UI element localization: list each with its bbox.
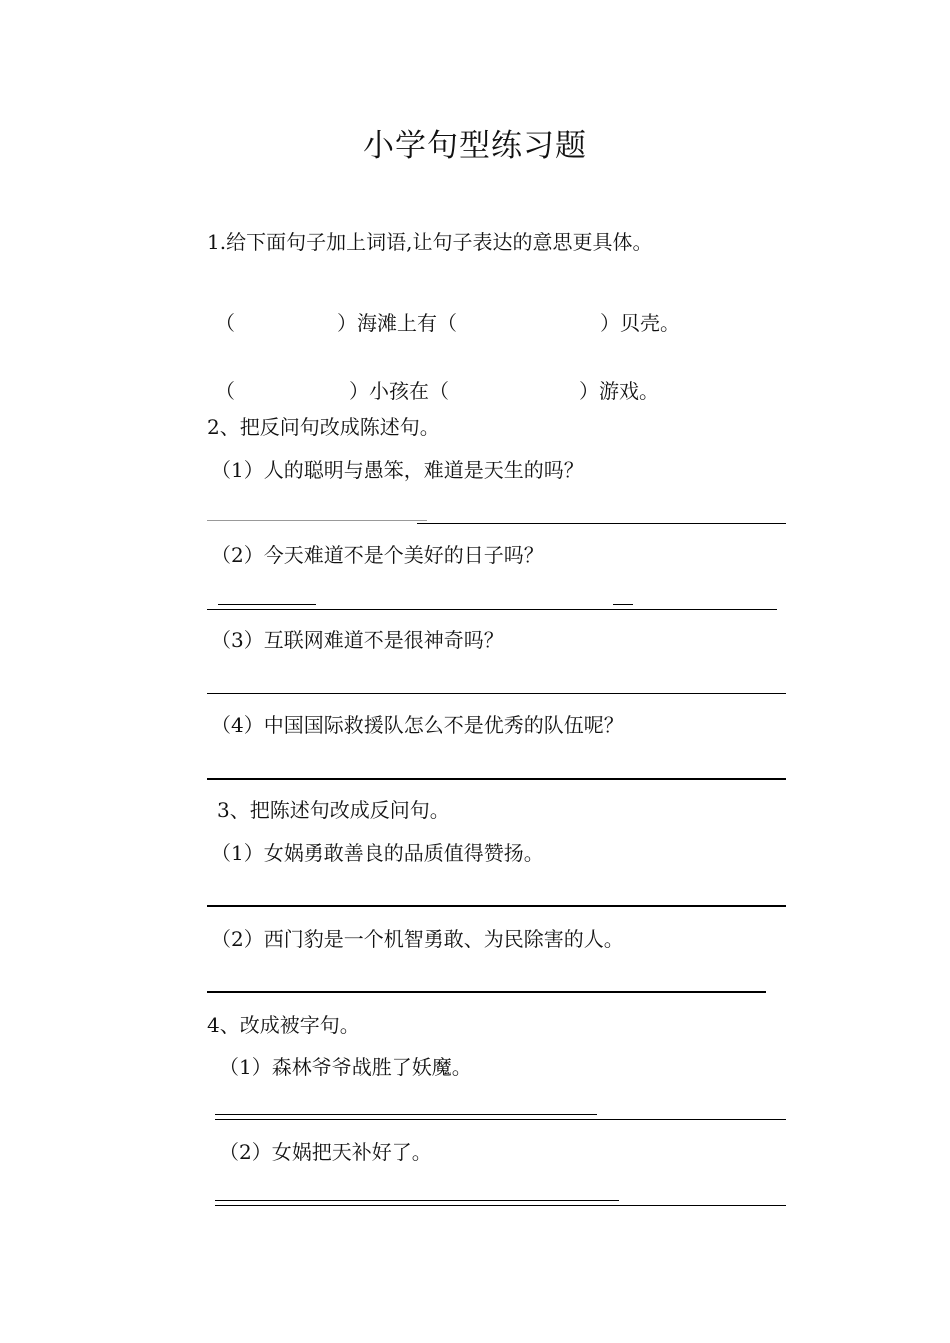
q4-item-1: （1）森林爷爷战胜了妖魔。 xyxy=(219,1055,472,1079)
q1-fill-row-1 xyxy=(207,309,767,337)
q1-row2-middle: ）小孩在（ xyxy=(349,379,449,403)
q3-heading: 3、把陈述句改成反问句。 xyxy=(217,798,450,822)
q1-row1-open-paren: （ xyxy=(215,311,235,335)
q2-answer-line-1a xyxy=(207,520,427,521)
q1-row2-open-paren: （ xyxy=(215,379,235,403)
q4-item-2: （2）女娲把天补好了。 xyxy=(219,1140,432,1164)
q2-answer-line-2a xyxy=(218,604,316,605)
q2-heading: 2、把反问句改成陈述句。 xyxy=(207,415,440,439)
q3-item-2: （2）西门豹是一个机智勇敢、为民除害的人。 xyxy=(211,927,624,951)
q3-answer-line-2 xyxy=(207,991,766,993)
q2-answer-line-3 xyxy=(207,693,786,694)
q2-answer-line-4 xyxy=(207,778,786,780)
page-title: 小学句型练习题 xyxy=(363,128,587,164)
q2-item-3: （3）互联网难道不是很神奇吗？ xyxy=(211,628,504,652)
q2-item-1: （1）人的聪明与愚笨，难道是天生的吗？ xyxy=(211,458,584,482)
q3-item-1: （1）女娲勇敢善良的品质值得赞扬。 xyxy=(211,841,544,865)
q1-row1-end: ）贝壳。 xyxy=(600,311,680,335)
q1-fill-row-2 xyxy=(207,377,767,405)
q1-row1-middle: ）海滩上有（ xyxy=(337,311,457,335)
q4-heading: 4、改成被字句。 xyxy=(207,1013,360,1037)
q2-item-2: （2）今天难道不是个美好的日子吗？ xyxy=(211,543,544,567)
q4-answer-line-1b xyxy=(215,1119,786,1120)
q4-answer-line-2b xyxy=(215,1205,786,1206)
q4-answer-line-2a xyxy=(215,1200,619,1201)
q1-heading: 1.给下面句子加上词语,让句子表达的意思更具体。 xyxy=(207,230,653,254)
q2-answer-line-2c xyxy=(207,609,777,610)
q4-answer-line-1a xyxy=(215,1114,597,1115)
q2-item-4: （4）中国国际救援队怎么不是优秀的队伍呢？ xyxy=(211,713,624,737)
q2-answer-line-1b xyxy=(417,523,786,524)
q3-answer-line-1 xyxy=(207,905,786,907)
q1-row2-end: ）游戏。 xyxy=(579,379,659,403)
q2-answer-line-2b xyxy=(613,604,633,605)
